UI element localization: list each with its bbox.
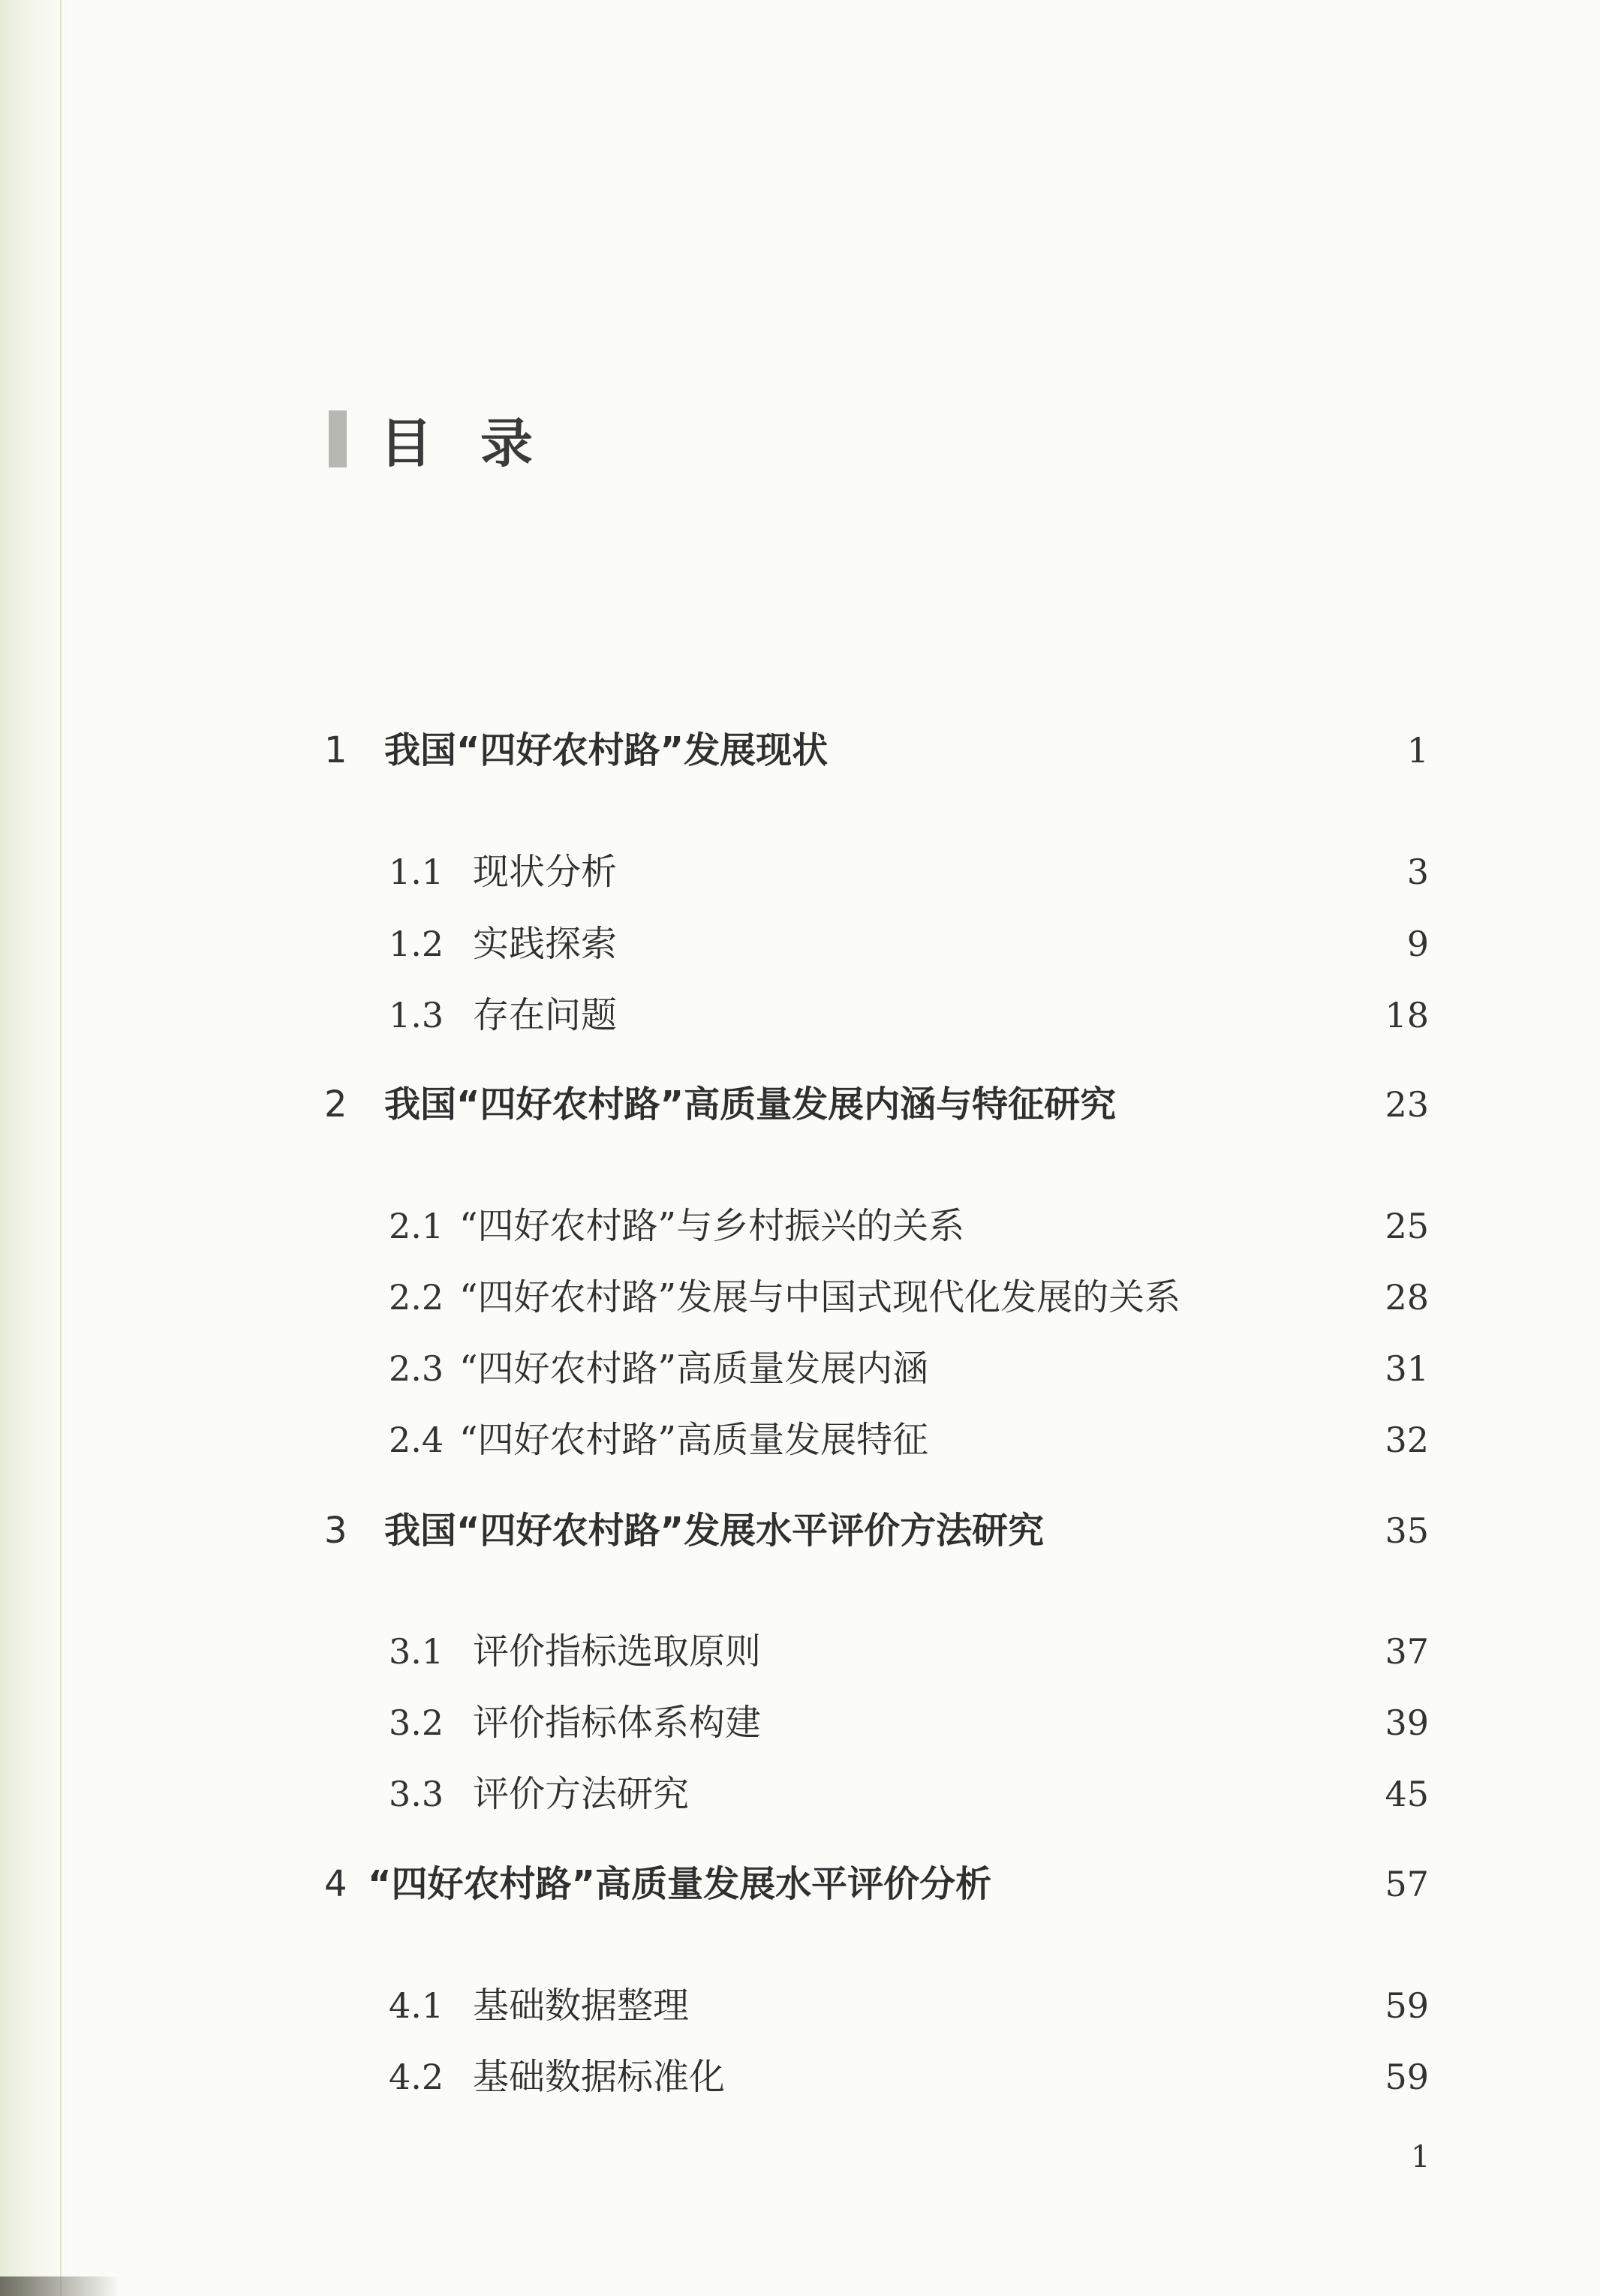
toc-section-1-1 <box>0 842 1600 902</box>
toc-chapter-1 <box>0 720 1600 780</box>
toc-chapter-2 <box>0 1074 1600 1134</box>
section-number: 3.2 <box>389 1702 444 1743</box>
toc-section-2-3 <box>0 1339 1600 1399</box>
section-title: “四好农村路”与乡村振兴的关系 <box>459 1205 965 1247</box>
toc-chapter-4 <box>0 1854 1600 1914</box>
folio-page-number: 1 <box>1411 2140 1430 2174</box>
section-title: 现状分析 <box>473 851 618 893</box>
page-number: 59 <box>1385 2057 1429 2097</box>
page-number: 18 <box>1385 995 1429 1035</box>
section-number: 2.4 <box>389 1420 444 1460</box>
toc-section-3-3 <box>0 1764 1600 1824</box>
toc-heading <box>329 405 581 473</box>
toc-section-2-4 <box>0 1410 1600 1470</box>
page-number: 1 <box>1406 730 1429 771</box>
toc-section-3-2 <box>0 1693 1600 1753</box>
page-number: 31 <box>1385 1348 1429 1389</box>
page-number: 25 <box>1385 1206 1429 1246</box>
section-number: 3.3 <box>389 1774 444 1814</box>
page-number: 23 <box>1385 1084 1429 1125</box>
chapter-title: 我国“四好农村路”高质量发展内涵与特征研究 <box>384 1083 1117 1125</box>
toc-section-4-1 <box>0 1976 1600 2036</box>
page-number: 57 <box>1385 1864 1429 1904</box>
section-title: “四好农村路”发展与中国式现代化发展的关系 <box>459 1276 1181 1318</box>
section-title: 基础数据标准化 <box>473 2056 726 2098</box>
chapter-number: 1 <box>324 729 347 771</box>
page-number: 37 <box>1385 1631 1429 1672</box>
section-title: 评价指标选取原则 <box>473 1630 762 1672</box>
section-number: 2.2 <box>389 1277 444 1318</box>
section-number: 1.1 <box>389 852 444 892</box>
chapter-number: 2 <box>324 1083 347 1125</box>
chapter-title: “四好农村路”高质量发展水平评价分析 <box>368 1863 992 1905</box>
page-number: 59 <box>1385 1985 1429 2026</box>
section-title: 实践探索 <box>473 923 618 965</box>
spine-shadow <box>0 0 68 2296</box>
page-number: 32 <box>1385 1420 1429 1460</box>
heading-bar-decoration <box>329 410 347 467</box>
toc-section-1-3 <box>0 985 1600 1045</box>
chapter-title: 我国“四好农村路”发展水平评价方法研究 <box>384 1510 1045 1552</box>
section-number: 2.3 <box>389 1348 444 1389</box>
chapter-number: 3 <box>324 1510 347 1552</box>
section-number: 2.1 <box>389 1206 444 1246</box>
section-title: “四好农村路”高质量发展特征 <box>459 1419 929 1461</box>
toc-section-4-2 <box>0 2047 1600 2107</box>
toc-title: 目录 <box>380 412 581 474</box>
toc-section-3-1 <box>0 1621 1600 1681</box>
page-number: 3 <box>1406 852 1429 892</box>
toc-section-2-2 <box>0 1267 1600 1327</box>
section-number: 1.2 <box>389 924 444 964</box>
section-title: 评价方法研究 <box>473 1773 690 1815</box>
chapter-title: 我国“四好农村路”发展现状 <box>384 729 829 771</box>
section-number: 1.3 <box>389 995 444 1035</box>
section-title: 评价指标体系构建 <box>473 1702 762 1744</box>
toc-section-2-1 <box>0 1196 1600 1256</box>
page-number: 45 <box>1385 1774 1429 1814</box>
section-title: 基础数据整理 <box>473 1985 690 2027</box>
chapter-number: 4 <box>324 1863 347 1905</box>
page-number: 9 <box>1406 924 1429 964</box>
section-number: 3.1 <box>389 1631 444 1672</box>
section-title: 存在问题 <box>473 994 618 1036</box>
toc-chapter-3 <box>0 1501 1600 1561</box>
scan-corner-shadow <box>0 2276 120 2296</box>
page-number: 39 <box>1385 1702 1429 1743</box>
page-number: 28 <box>1385 1277 1429 1318</box>
section-number: 4.2 <box>389 2057 444 2097</box>
page-number: 35 <box>1385 1510 1429 1551</box>
spine-line <box>60 0 62 2296</box>
section-title: “四好农村路”高质量发展内涵 <box>459 1348 929 1390</box>
toc-section-1-2 <box>0 914 1600 974</box>
section-number: 4.1 <box>389 1985 444 2026</box>
